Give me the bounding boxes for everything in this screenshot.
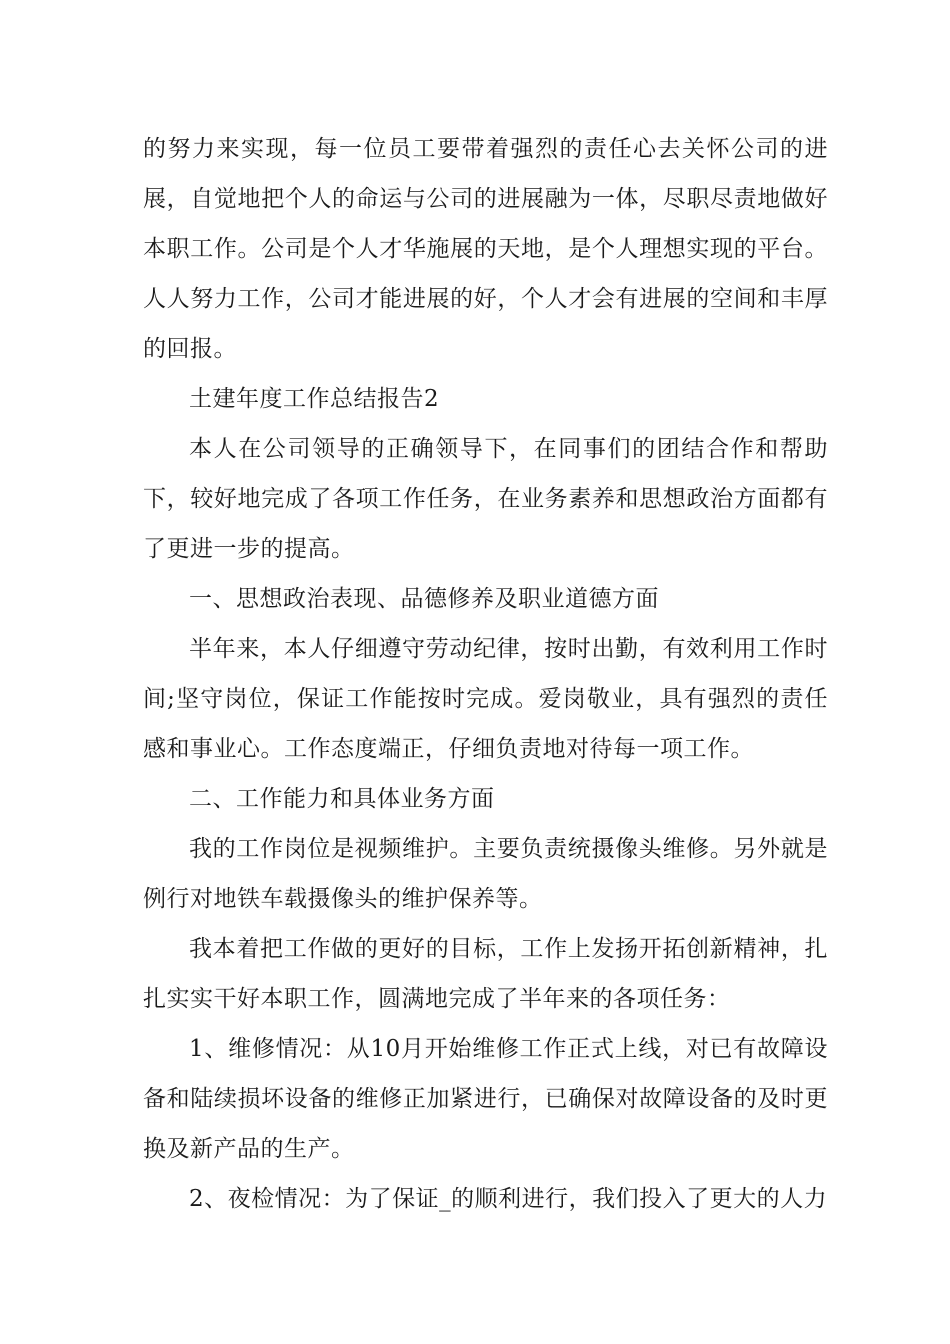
heading-ideology: 一、思想政治表现、品德修养及职业道德方面: [189, 586, 659, 612]
document-body: [143, 124, 828, 1224]
paragraph-goal: 我本着把工作做的更好的目标，工作上发扬开拓创新精神，扎扎实实干好本职工作，圆满地完成了半年来的各项任务：: [143, 936, 828, 1012]
paragraph-intro: 本人在公司领导的正确领导下，在同事们的团结合作和帮助下，较好地完成了各项工作任务，在业务素养和思想政治方面都有了更进一步的提高。: [143, 436, 828, 562]
heading-work-ability: 二、工作能力和具体业务方面: [189, 786, 495, 812]
paragraph-job-role: 我的工作岗位是视频维护。主要负责统摄像头维修。另外就是例行对地铁车载摄像头的维护保养等。: [143, 836, 828, 912]
paragraph-ideology: 半年来，本人仔细遵守劳动纪律，按时出勤，有效利用工作时间;坚守岗位，保证工作能按时完成。爱岗敬业，具有强烈的责任感和事业心。工作态度端正，仔细负责地对待每一项工作。: [143, 636, 828, 762]
section-title: 土建年度工作总结报告2: [189, 386, 440, 412]
paragraph-repair: 1、维修情况：从10月开始维修工作正式上线，对已有故障设备和陆续损坏设备的维修正加紧进行，已确保对故障设备的及时更换及新产品的生产。: [143, 1036, 828, 1162]
paragraph-continuation: 的努力来实现，每一位员工要带着强烈的责任心去关怀公司的进展，自觉地把个人的命运与公司的进展融为一体，尽职尽责地做好本职工作。公司是个人才华施展的天地，是个人理想实现的平台。人人努力工作，公司才能进展的好，个人才会有进展的空间和丰厚的回报。: [143, 136, 828, 362]
paragraph-night-check: 2、夜检情况：为了保证_的顺利进行，我们投入了更大的人力: [189, 1186, 828, 1212]
